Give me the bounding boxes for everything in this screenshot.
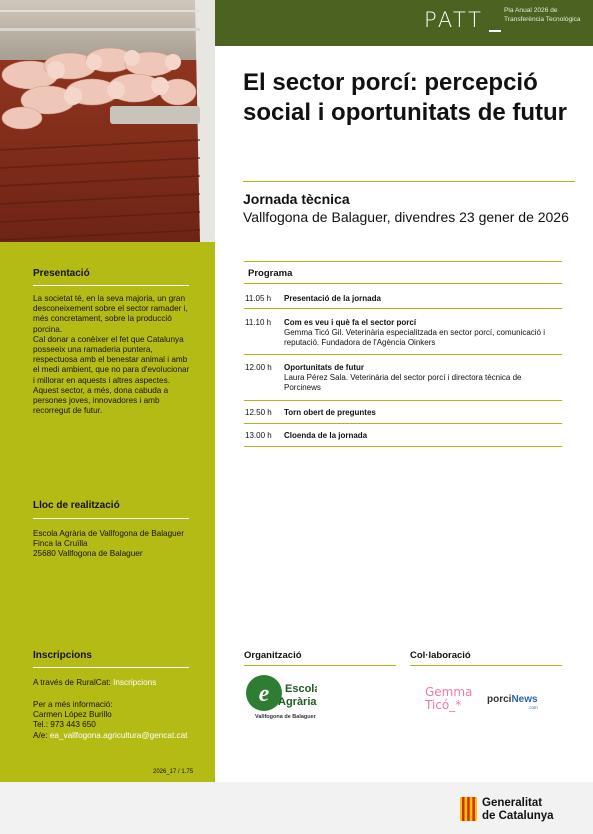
header-band — [215, 0, 593, 46]
porcinews-logo — [487, 694, 538, 705]
programa-heading: Programa — [248, 268, 293, 279]
edition-code: 2026_17 / 1.75 — [153, 769, 194, 775]
lloc-divider — [33, 518, 189, 519]
gemma-logo-line1: Gemma — [425, 685, 473, 699]
lloc-address — [33, 529, 193, 560]
programa-item-desc: Laura Pérez Sala. Veterinària del sector porcí i directora tècnica de Porcinews — [284, 373, 522, 392]
collaboracio-divider — [410, 665, 562, 666]
info-label: Per a més informació: — [33, 700, 113, 709]
presentacio-divider — [33, 285, 189, 286]
hero-photo — [0, 0, 215, 242]
programa-top-divider — [244, 261, 562, 262]
porcinews-logo-a: porci — [487, 694, 512, 705]
event-place-date: Vallfogona de Balaguer, divendres 23 gener de 2026 — [243, 209, 569, 225]
escola-logo-line2: Agrària — [278, 696, 317, 708]
inscripcions-link[interactable]: Inscripcions — [113, 678, 157, 687]
escola-logo-sub: Vallfogona de Balaguer — [255, 714, 316, 720]
lloc-line: Escola Agrària de Vallfogona de Balaguer — [33, 529, 184, 538]
programa-item-desc: Gemma Ticó Gil. Veterinària especialitzada en sector porcí, comunicació i reputació. Fundadora de l'Agència Oinkers — [284, 328, 546, 347]
escola-agraria-logo — [245, 672, 317, 722]
gemma-logo-line2: Ticó_* — [425, 698, 462, 712]
programa-divider — [244, 308, 562, 309]
programa-divider — [244, 283, 562, 284]
left-column — [0, 242, 215, 782]
patt-logo-underscore — [489, 30, 501, 32]
escola-logo-line1: Escola — [285, 683, 317, 695]
gemma-tico-logo — [425, 686, 472, 712]
presentacio-text: La societat té, en la seva majoria, un gran desconeixement sobre el sector ramader i, més concretament, sobre la producció porcina. Cal donar a conèixer el fet que Catalunya posseeix una ramaderia puntera, respectuosa amb el benestar animal i amb el medi ambient, que no para d'evolucionar i millorar en aquests i altres aspectes. Aquest sector, a més, dona cabuda a persones joves, innovadores i amb recorregut de futur. — [33, 294, 190, 416]
programa-time: 11.10 h — [245, 318, 272, 327]
programa-item-title: Oportunitats de futur — [284, 363, 364, 372]
programa-time: 12.00 h — [245, 363, 272, 372]
lloc-line: 25680 Vallfogona de Balaguer — [33, 549, 143, 559]
programa-divider — [244, 423, 562, 424]
contact-name: Carmen López Burillo — [33, 710, 112, 720]
programa-time: 12.50 h — [245, 408, 272, 417]
inscripcions-contact — [33, 700, 193, 741]
programa-item-title: Com es veu i què fa el sector porcí — [284, 318, 417, 327]
inscripcions-via-label: A través de RuralCat: — [33, 678, 114, 687]
inscripcions-heading: Inscripcions — [33, 650, 92, 661]
organitzacio-heading: Organització — [244, 650, 302, 661]
collaboracio-heading: Col·laboració — [410, 650, 471, 661]
programa-divider — [244, 400, 562, 401]
lloc-line: Finca la Cruïlla — [33, 539, 88, 549]
programa-item-title: Torn obert de preguntes — [284, 408, 376, 417]
escola-logo-mark — [245, 672, 317, 722]
patt-logo-subtitle: Pla Anual 2026 de Transferència Tecnològica — [504, 7, 581, 23]
programa-item-title: Cloenda de la jornada — [284, 431, 368, 440]
generalitat-logo-text — [482, 797, 554, 822]
contact-email-row — [33, 731, 193, 741]
programa-divider — [244, 354, 562, 355]
programa-time: 13.00 h — [245, 431, 272, 440]
gencat-line1: Generalitat — [482, 797, 543, 809]
inscripcions-divider — [33, 667, 189, 668]
porcinews-logo-domain: .com — [528, 705, 538, 710]
porcinews-logo-b: News — [511, 694, 538, 705]
inscripcions-via — [33, 678, 193, 688]
programa-time: 11.05 h — [245, 294, 272, 303]
presentacio-heading: Presentació — [33, 268, 90, 279]
gencat-line2: de Catalunya — [482, 809, 554, 822]
title-area — [215, 46, 593, 242]
organitzacio-divider — [244, 665, 396, 666]
title-divider — [243, 181, 575, 182]
svg-text:e: e — [258, 681, 270, 707]
gencat-flag-icon — [460, 797, 477, 821]
contact-email-link[interactable]: ea_vallfogona.agricultura@gencat.cat — [49, 730, 188, 740]
programa-item-title: Presentació de la jornada — [284, 294, 381, 303]
pigs-in-pen-photo — [0, 0, 215, 242]
email-label: A/e: — [33, 730, 50, 740]
programa-divider — [244, 446, 562, 447]
patt-logo: PATT — [424, 8, 484, 32]
lloc-heading: Lloc de realització — [33, 500, 120, 511]
contact-phone: Tel.: 973 443 650 — [33, 720, 96, 730]
event-type: Jornada tècnica — [243, 191, 350, 207]
page-title: El sector porcí: percepció social i oportunitats de futur — [243, 69, 568, 126]
